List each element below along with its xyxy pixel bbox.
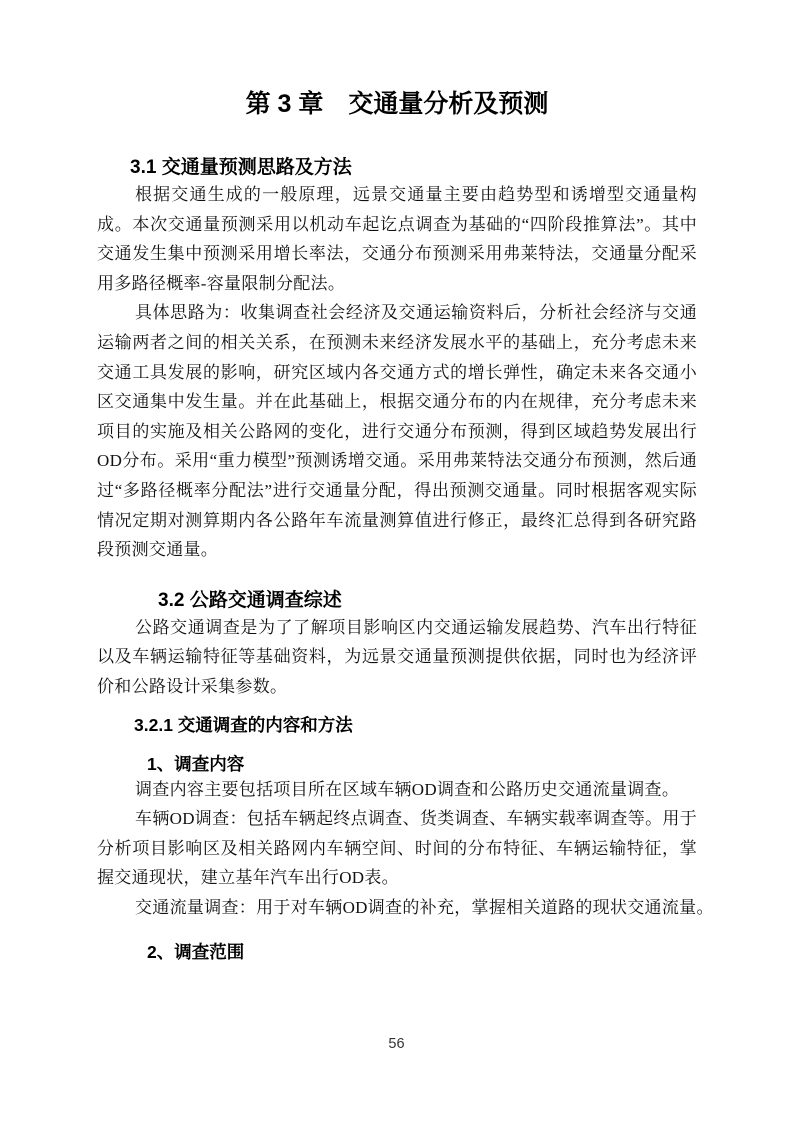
chapter-title: 第 3 章 交通量分析及预测 <box>245 90 549 118</box>
paragraph-od-survey: 车辆OD调查：包括车辆起终点调查、货类调查、车辆实载率调查等。用于分析项目影响区及相关路网内车辆空间、时间的分布特征、车辆运输特征，掌握交通现状，建立基年汽车出行OD表。 <box>97 809 697 888</box>
item-heading-survey-scope: 2、调查范围 <box>147 942 245 963</box>
paragraph-survey-content-overview: 调查内容主要包括项目所在区域车辆OD调查和公路历史交通流量调查。 <box>135 779 680 799</box>
paragraph-survey-purpose: 公路交通调查是为了了解项目影响区内交通运输发展趋势、汽车出行特征以及车辆运输特征等基础资料，为远景交通量预测提供依据，同时也为经济评价和公路设计采集参数。 <box>97 617 697 696</box>
section-heading-3-2: 3.2 公路交通调查综述 <box>158 589 342 611</box>
item-heading-survey-content: 1、调查内容 <box>147 753 245 774</box>
section-heading-3-2-1: 3.2.1 交通调查的内容和方法 <box>134 714 353 735</box>
paragraph-traffic-volume-survey: 交通流量调查：用于对车辆OD调查的补充，掌握相关道路的现状交通流量。 <box>135 897 714 917</box>
paragraph-forecast-approach: 具体思路为：收集调查社会经济及交通运输资料后，分析社会经济与交通运输两者之间的相关关系，在预测未来经济发展水平的基础上，充分考虑未来交通工具发展的影响，研究区域内各交通方式的增长弹性，确定未来各交通小区交通集中发生量。并在此基础上，根据交通分布的内在规律，充分考虑未来项目的实施及相关公路网的变化，进行交通分布预测，得到区域趋势发展出行OD分布。采用“重力模型”预测诱增交通。采用弗莱特法交通分布预测，然后通过“多路径概率分配法”进行交通量分配，得出预测交通量。同时根据客观实际情况定期对测算期内各公路年车流量测算值进行修正，最终汇总得到各研究路段预测交通量。 <box>97 303 697 560</box>
paragraph-forecast-method: 根据交通生成的一般原理，远景交通量主要由趋势型和诱增型交通量构成。本次交通量预测采用以机动车起讫点调查为基础的“四阶段推算法”。其中交通发生集中预测采用增长率法，交通分布预测采用弗莱特法，交通量分配采用多路径概率-容量限制分配法。 <box>97 185 697 293</box>
page-content <box>97 0 714 963</box>
page-number: 56 <box>388 1036 405 1052</box>
section-heading-3-1: 3.1 交通量预测思路及方法 <box>130 157 352 178</box>
